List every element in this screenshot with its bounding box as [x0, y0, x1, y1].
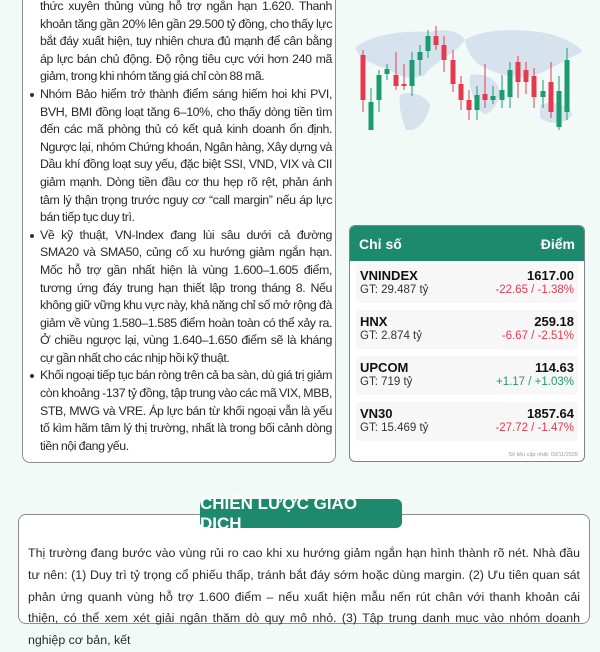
header-index: Chỉ số: [359, 235, 402, 252]
table-row: [356, 356, 578, 395]
candle-body: [426, 36, 431, 51]
news-text: [40, 0, 332, 455]
index-name: VNINDEX: [360, 268, 418, 283]
index-change: -27.72 / -1.47%: [495, 422, 574, 434]
table-row: [356, 402, 578, 441]
table-row: [356, 310, 578, 349]
candle-body: [451, 60, 456, 84]
candle-body: [549, 82, 554, 112]
index-points: 1617.00: [527, 268, 574, 283]
candle-body: [500, 90, 505, 100]
news-bullet: Nhóm Bảo hiểm trở thành điểm sáng hiếm hoi khi PVI, BVH, BMI đồng loạt tăng 6–10%, cho thấy dòng tiền tìm đến các mã phòng thủ có kết quả kinh doanh ổn định. Ngược lại, nhóm Chứng khoán, Ngân hàng, Xây dựng và Dầu khí đồng loạt suy yếu, đặc biệt SSI, VND, VIX và CII giảm mạnh. Dòng tiền đầu cơ thu hẹp rõ rệt, phản ánh tâm lý thận trọng trước nguy cơ “call margin” nếu áp lực bán tiếp tục duy trì.: [40, 86, 332, 227]
candle-body: [475, 95, 480, 110]
candle-body: [402, 84, 407, 86]
index-name: VN30: [360, 406, 393, 421]
candle-body: [394, 75, 399, 86]
candle-body: [385, 69, 390, 74]
index-change: -22.65 / -1.38%: [495, 284, 574, 296]
index-change: +1.17 / +1.03%: [495, 376, 574, 388]
index-points: 1857.64: [527, 406, 574, 421]
index-value: GT: 15.469 tỷ: [360, 422, 429, 434]
news-continuation: thức xuyên thủng vùng hỗ trợ ngắn hạn 1.620. Thanh khoản tăng gần 20% lên gần 29.500 tỷ đồng, cho thấy lực bắt đáy xuất hiện, tuy nhiên chưa đủ mạnh để cân bằng áp lực bán chủ động. Độ rộng tiêu cực với hơn 240 mã giảm, trong khi nhóm tăng giá chỉ còn 88 mã.: [40, 0, 332, 84]
candle-body: [483, 94, 488, 100]
candle-body: [467, 100, 472, 110]
candle-body: [541, 91, 546, 97]
strategy-title: CHIẾN LƯỢC GIAO DỊCH: [200, 499, 402, 528]
index-name: UPCOM: [360, 360, 409, 375]
table-row: [356, 264, 578, 303]
candle-body: [369, 102, 374, 130]
index-value: GT: 719 tỷ: [360, 376, 413, 388]
candle-body: [557, 91, 562, 127]
news-bullet: Khối ngoại tiếp tục bán ròng trên cả ba sàn, dù giá trị giảm còn khoảng -137 tỷ đồng, tập trung vào các mã VIX, MBB, STB, MWG và VRE. Áp lực bán từ khối ngoại vẫn là yếu tố kìm hãm tâm lý thị trường, nhất là trong bối cảnh dòng tiền nội đang yếu.: [40, 367, 332, 455]
news-bullet: Về kỹ thuật, VN-Index đang lùi sâu dưới cả đường SMA20 và SMA50, củng cố xu hướng giảm ngắn hạn. Mốc hỗ trợ gần nhất hiện là vùng 1.600–1.605 điểm, tương ứng đáy trung hạn thiết lập trong tháng 8. Nếu không giữ vững khu vực này, khả năng chỉ số mở rộng đà giảm về vùng 1.580–1.585 điểm hoàn toàn có thể xảy ra. Ở chiều ngược lại, vùng 1.640–1.650 điểm sẽ là kháng cự gần nhất cho các nhịp hồi kỹ thuật.: [40, 227, 332, 368]
candle-body: [434, 36, 439, 45]
candle-body: [418, 52, 423, 60]
index-change: -6.67 / -2.51%: [501, 330, 574, 342]
candle-body: [361, 55, 366, 100]
index-points: 114.63: [534, 360, 574, 375]
candle-body: [442, 45, 447, 60]
index-value: GT: 2.874 tỷ: [360, 330, 423, 342]
candle-body: [516, 62, 521, 82]
index-table: [349, 225, 585, 462]
header-points: Điểm: [540, 235, 575, 252]
strategy-text: Thị trường đang bước vào vùng rủi ro cao khi xu hướng giảm ngắn hạn hình thành rõ nét. Nhà đầu tư nên: (1) Duy trì tỷ trọng cổ phiếu thấp, tránh bắt đáy sớm hoặc dùng margin. (2) Ưu tiên quan sát phản ứng quanh vùng hỗ trợ 1.600 điểm – nếu xuất hiện mẫu nến rút chân với thanh khoản cải thiện, có thể xem xét giải ngân thăm dò quy mô nhỏ. (3) Tập trung danh mục vào nhóm doanh nghiệp cơ bản, kết: [28, 546, 580, 648]
candle-body: [508, 70, 513, 97]
candle-body: [410, 60, 415, 86]
index-name: HNX: [360, 314, 388, 329]
candle-body: [377, 75, 382, 100]
index-points: 259.18: [534, 314, 574, 329]
update-footnote: Số liệu cập nhật: 03/11/2025: [508, 452, 578, 458]
candle-body: [524, 70, 529, 82]
table-header: [350, 226, 584, 261]
index-value: GT: 29.487 tỷ: [360, 284, 429, 296]
news-bullets: [40, 86, 332, 455]
candle-body: [491, 96, 496, 100]
candle-body: [459, 84, 464, 100]
candle-body: [565, 60, 570, 112]
candlestick-world-map-image: [340, 0, 600, 130]
candle-body: [532, 76, 537, 97]
